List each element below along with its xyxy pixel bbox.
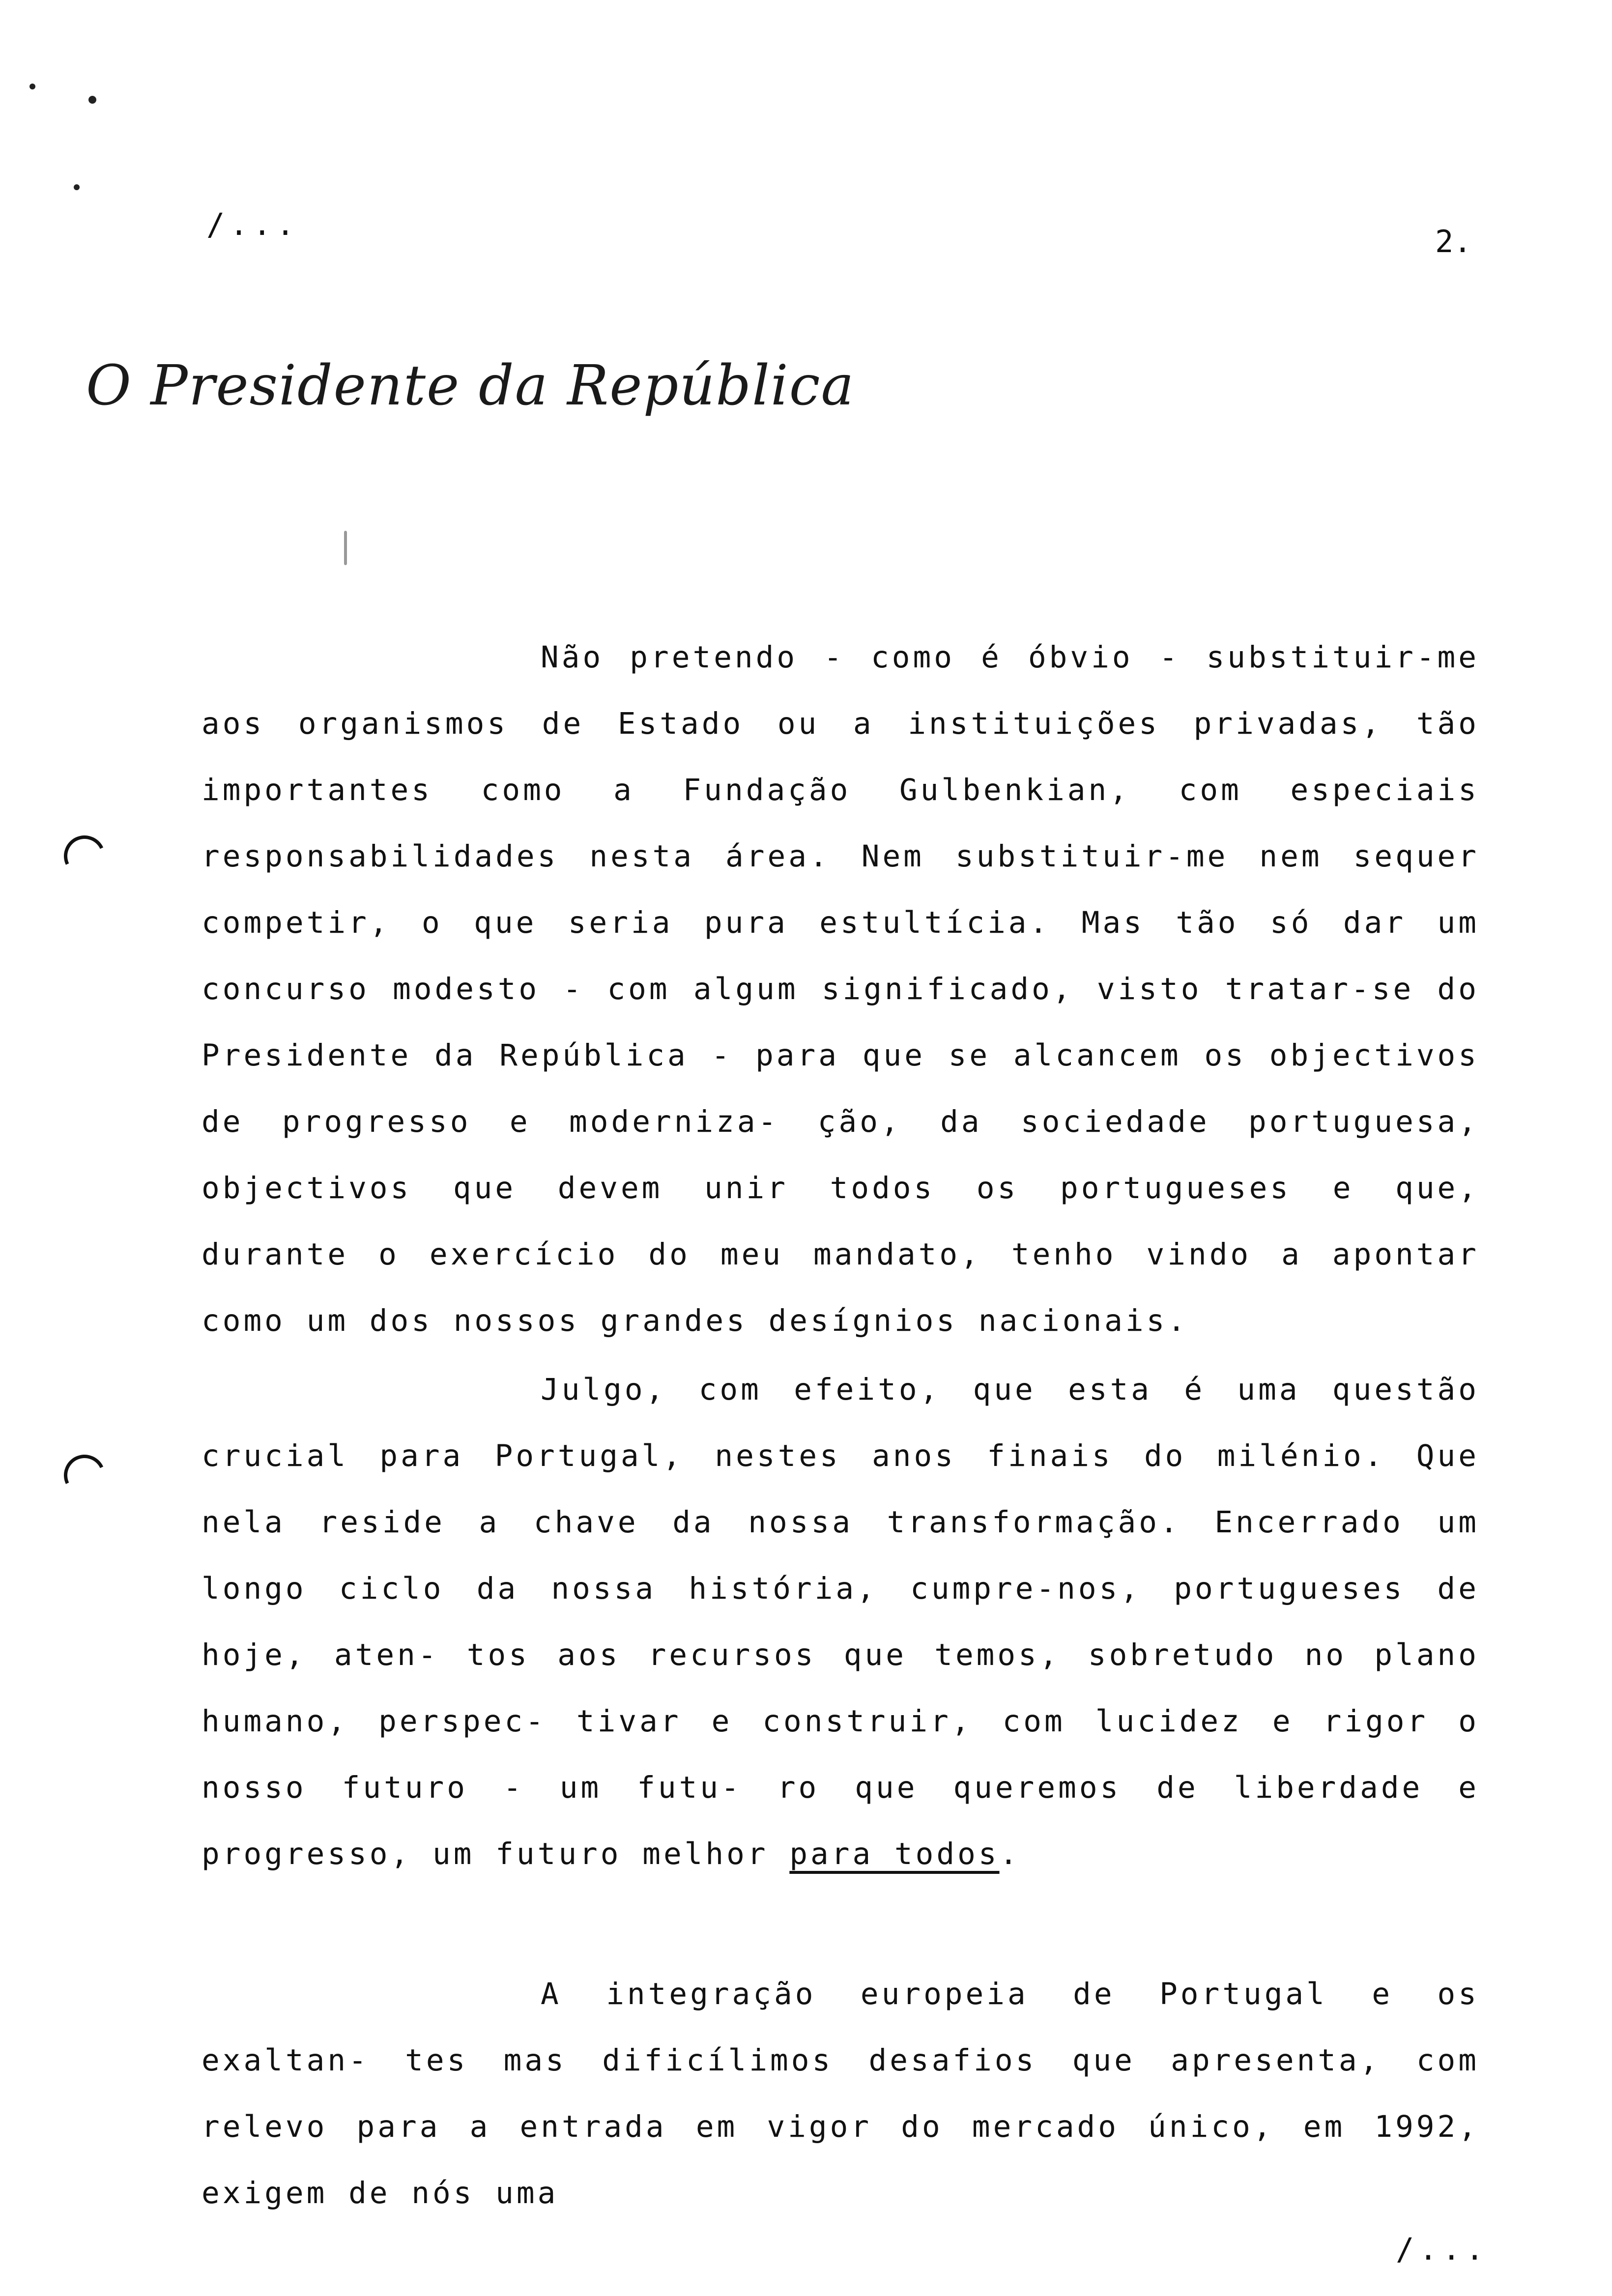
scan-speck	[29, 84, 35, 89]
scan-speck	[88, 96, 96, 104]
paragraph-2-text: Julgo, com efeito, que esta é uma questão crucial para Portugal, nestes anos finais do milénio. Que nela reside a chave da nossa transformação. Encerrado um longo ciclo da nossa história, cumpre-nos, portugueses de hoje, aten- tos aos recursos que temos, sobretudo no plano humano, perspec- tivar e construir, com lucidez e rigor o nosso futuro - um futu- ro que queremos de liberdade e progresso, um futuro melhor	[202, 1372, 1479, 1871]
continuation-mark-top: /...	[206, 206, 300, 242]
binder-hole-mark	[58, 830, 111, 883]
paragraph-2-underlined-text: para todos	[789, 1837, 1000, 1871]
paragraph-3	[202, 1961, 1479, 2226]
page-number: 2.	[1435, 224, 1472, 259]
paragraph-3-text: A integração europeia de Portugal e os exaltan- tes mas dificílimos desafios que apresenta, com relevo para a entrada em vigor do mercado único, em 1992, exigem de nós uma	[202, 1977, 1479, 2210]
letterhead-title: O Presidente da República	[86, 354, 855, 418]
continuation-mark-bottom: /...	[1396, 2231, 1489, 2267]
binder-hole-mark	[58, 1449, 111, 1502]
paragraph-1	[202, 624, 1479, 1354]
paragraph-2	[202, 1356, 1479, 1887]
paragraph-2-text-end: .	[999, 1837, 1021, 1871]
scan-speck	[344, 531, 347, 565]
scan-speck	[74, 184, 80, 190]
paragraph-1-text: Não pretendo - como é óbvio - substituir-me aos organismos de Estado ou a instituições privadas, tão importantes como a Fundação Gulbenkian, com especiais responsabilidades nesta área. Nem substituir-me nem sequer competir, o que seria pura estultícia. Mas tão só dar um concurso modesto - com algum significado, visto tratar-se do Presidente da República - para que se alcancem os objectivos de progresso e moderniza- ção, da sociedade portuguesa, objectivos que devem unir todos os portugueses e que, durante o exercício do meu mandato, tenho vindo a apontar como um dos nossos grandes desígnios nacionais.	[202, 640, 1479, 1338]
